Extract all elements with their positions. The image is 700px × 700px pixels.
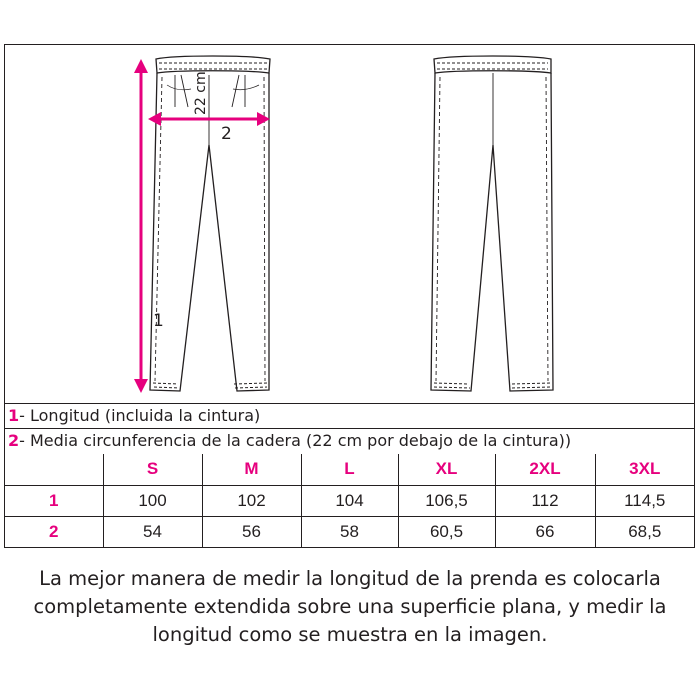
table-header-cell: M	[202, 454, 301, 485]
hip-measure-label: 2	[221, 124, 232, 144]
table-header-row	[5, 454, 694, 485]
table-cell: 58	[301, 516, 398, 547]
legend-item-length	[5, 403, 694, 428]
size-chart-frame	[4, 44, 695, 548]
table-cell: 112	[495, 485, 595, 516]
instruction-line: completamente extendida sobre una superficie plana, y medir la	[33, 595, 667, 618]
table-row	[5, 485, 694, 516]
measurement-instructions	[0, 565, 700, 649]
table-cell: 102	[202, 485, 301, 516]
size-table	[5, 454, 694, 547]
length-measure-arrow	[134, 59, 148, 393]
table-row-label: 2	[5, 516, 103, 547]
table-cell: 60,5	[398, 516, 495, 547]
table-row-label: 1	[5, 485, 103, 516]
table-cell: 54	[103, 516, 202, 547]
legend-item-hip	[5, 428, 694, 453]
pants-back-view	[431, 56, 553, 391]
legend-text: - Longitud (incluida la cintura)	[19, 406, 261, 425]
pants-front-view	[150, 56, 270, 391]
legend-number: 2	[8, 431, 20, 450]
table-header-cell: L	[301, 454, 398, 485]
table-cell: 68,5	[595, 516, 694, 547]
table-cell: 66	[495, 516, 595, 547]
instruction-line: longitud como se muestra en la imagen.	[152, 623, 548, 646]
waist-offset-label: 22 cm	[193, 71, 209, 115]
table-header-cell: XL	[398, 454, 495, 485]
legend-number: 1	[8, 406, 20, 425]
pants-diagram	[5, 45, 694, 403]
table-header-cell: 3XL	[595, 454, 694, 485]
table-cell: 56	[202, 516, 301, 547]
table-cell: 100	[103, 485, 202, 516]
table-cell: 106,5	[398, 485, 495, 516]
table-cell: 114,5	[595, 485, 694, 516]
table-header-cell: 2XL	[495, 454, 595, 485]
legend-text: - Media circunferencia de la cadera (22 cm por debajo de la cintura))	[19, 431, 572, 450]
table-header-cell	[5, 454, 103, 485]
table-header-cell: S	[103, 454, 202, 485]
length-measure-label: 1	[153, 311, 164, 331]
table-cell: 104	[301, 485, 398, 516]
instruction-line: La mejor manera de medir la longitud de la prenda es colocarla	[39, 567, 661, 590]
table-row	[5, 516, 694, 547]
